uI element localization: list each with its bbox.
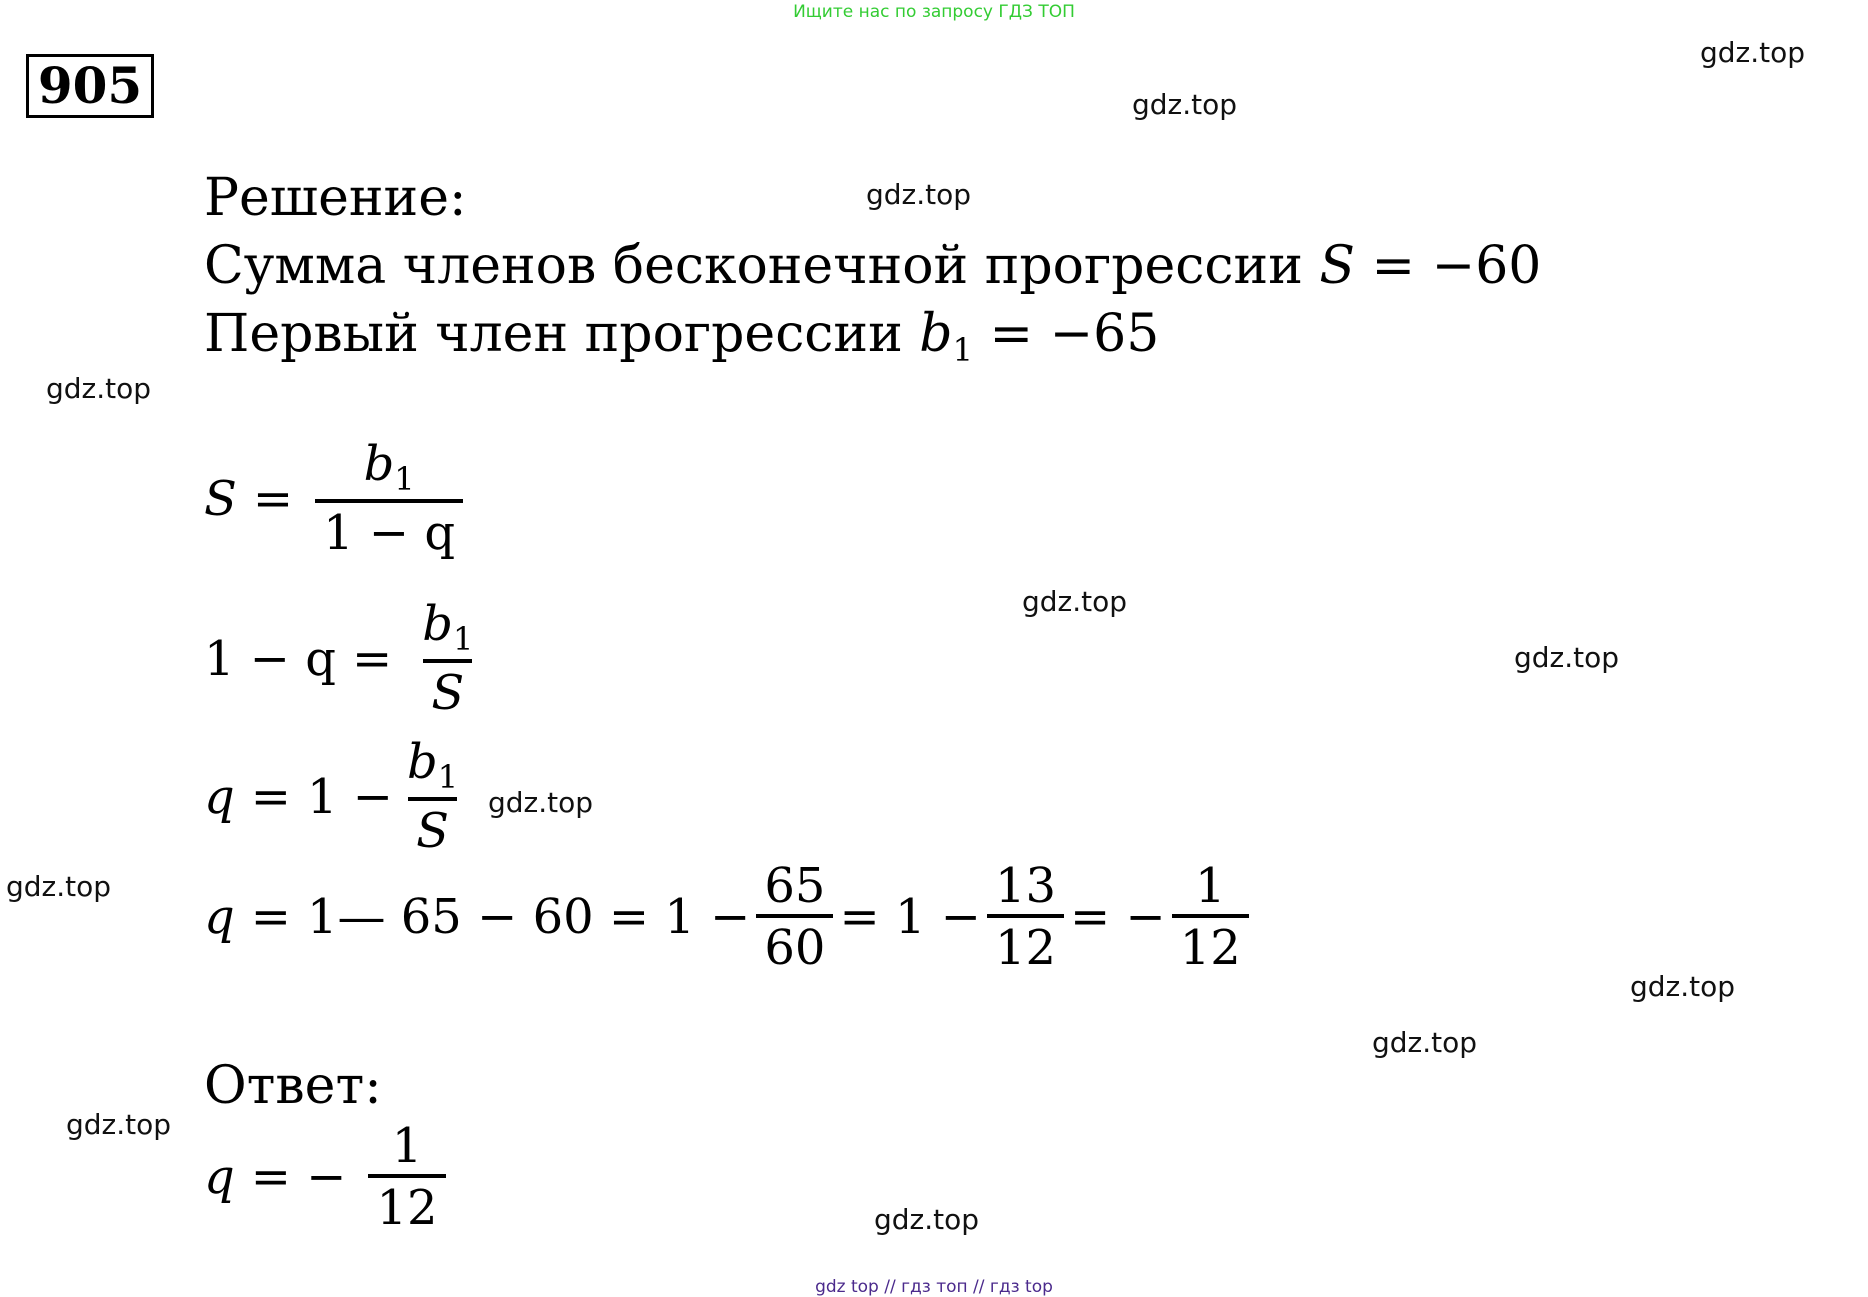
watermark: gdz.top <box>46 372 152 405</box>
equals: = <box>252 470 294 527</box>
watermark: gdz.top <box>1022 585 1128 618</box>
equals: = <box>352 630 393 687</box>
formula-lhs: q <box>204 889 235 945</box>
formula-q-computed <box>204 858 1255 976</box>
answer-fraction <box>368 1118 445 1236</box>
watermark: gdz.top <box>1132 88 1238 121</box>
answer-equals: = − <box>250 1149 347 1205</box>
formula-lhs: 1 − q <box>204 630 336 687</box>
solution-heading: Решение: <box>204 168 467 228</box>
formula-sum <box>204 436 469 561</box>
formula-q <box>204 734 472 859</box>
fraction-13-12 <box>987 858 1064 976</box>
numerator: 65 <box>764 858 826 914</box>
num-var: b <box>422 596 453 652</box>
computation-part-1: 1— 65 − 60 = 1 − <box>306 889 751 945</box>
numerator <box>356 436 423 499</box>
denominator: S <box>423 659 472 717</box>
fraction <box>414 596 481 721</box>
fraction-1-12 <box>1172 858 1249 976</box>
denominator: S <box>408 797 457 855</box>
equals: = <box>250 768 291 825</box>
numerator <box>414 596 481 659</box>
problem-number: 905 <box>26 54 154 118</box>
given-sum-text: Сумма членов бесконечной прогрессии <box>204 236 1320 296</box>
denominator: 12 <box>1172 914 1249 972</box>
denominator: 12 <box>987 914 1064 972</box>
watermark: gdz.top <box>1372 1026 1478 1059</box>
answer-formula <box>204 1118 452 1236</box>
num-sub: 1 <box>452 620 474 658</box>
denominator: 60 <box>756 914 833 972</box>
first-term-var: b <box>919 304 953 364</box>
watermark: gdz.top <box>1514 641 1620 674</box>
formula-lhs: S <box>204 470 237 527</box>
numerator: 1 <box>391 1118 423 1174</box>
formula-lhs: q <box>204 768 235 825</box>
formula-one-minus-q <box>204 596 487 721</box>
formula-mid: 1 − <box>306 768 393 825</box>
given-first-term-text: Первый член прогрессии <box>204 304 920 364</box>
denominator: 12 <box>368 1174 445 1232</box>
computation-part-3: = − <box>1070 889 1166 945</box>
answer-heading: Ответ: <box>204 1056 382 1116</box>
equals: = <box>250 889 291 945</box>
fraction-65-60 <box>756 858 833 976</box>
numerator <box>399 734 466 797</box>
watermark: gdz.top <box>488 786 594 819</box>
num-var: b <box>363 436 395 492</box>
watermark: gdz.top <box>1700 36 1806 69</box>
sum-var: S <box>1319 236 1356 296</box>
num-var: b <box>406 734 438 790</box>
numerator: 1 <box>1195 858 1226 914</box>
first-term-value: = −65 <box>989 304 1160 364</box>
fraction <box>315 436 463 561</box>
fraction <box>399 734 466 859</box>
watermark: gdz.top <box>874 1203 980 1236</box>
denominator: 1 − q <box>315 499 463 557</box>
watermark: gdz.top <box>866 178 972 211</box>
num-sub: 1 <box>437 758 459 796</box>
computation-part-2: = 1 − <box>839 889 981 945</box>
watermark: gdz.top <box>66 1108 172 1141</box>
answer-lhs: q <box>204 1149 235 1205</box>
num-sub: 1 <box>394 460 415 498</box>
sum-value: = −60 <box>1371 236 1542 296</box>
given-sum-line <box>204 236 1541 296</box>
first-term-sub: 1 <box>952 331 973 369</box>
watermark: gdz.top <box>1630 970 1736 1003</box>
numerator: 13 <box>994 858 1057 914</box>
watermark: gdz.top <box>6 870 112 903</box>
given-first-term-line <box>204 304 1159 380</box>
footer-links[interactable]: gdz top // гдз топ // гдз top <box>815 1277 1053 1297</box>
top-banner[interactable]: Ищите нас по запросу ГДЗ ТОП <box>793 2 1075 22</box>
